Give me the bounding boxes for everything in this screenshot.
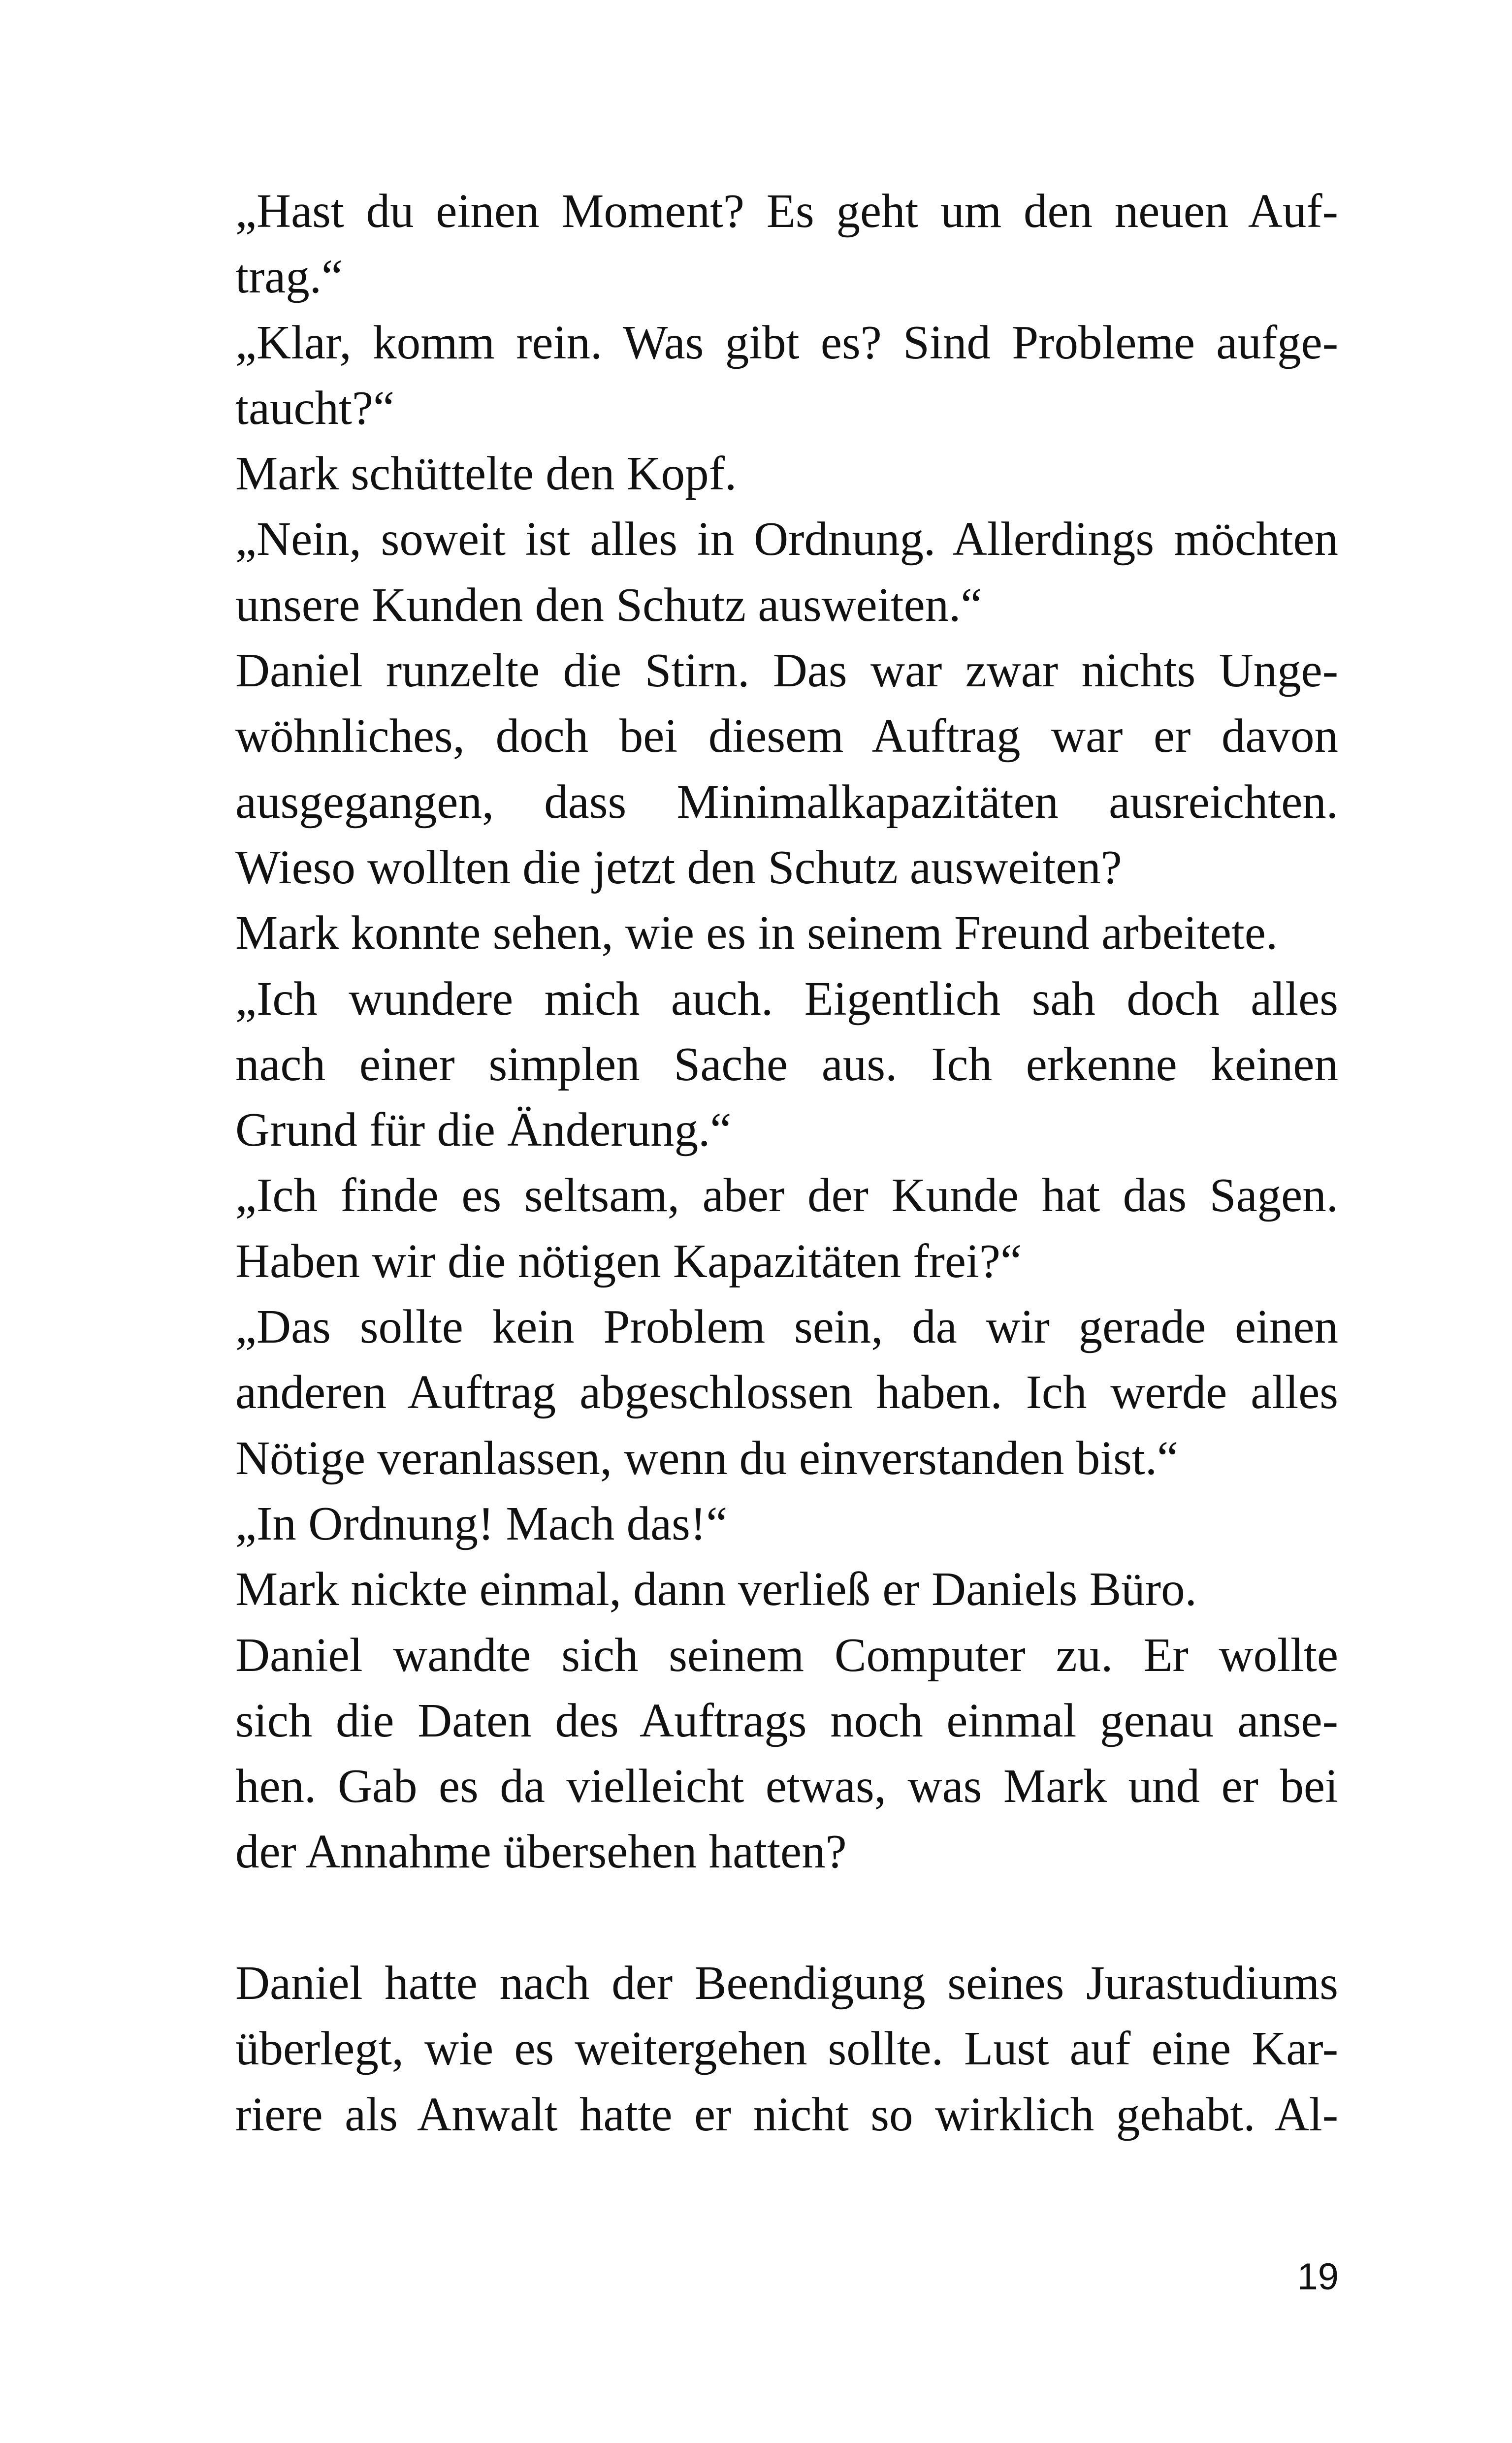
text-line: „Das sollte kein Problem sein, da wir gerade einen [235, 1300, 1338, 1353]
text-line: Mark konnte sehen, wie es in seinem Freund arbeitete. [235, 906, 1278, 960]
text-line: der Annahme übersehen hatten? [235, 1825, 847, 1878]
paragraph-gap [235, 1885, 1338, 1950]
text-line: taucht?“ [235, 381, 395, 434]
text-line: „Klar, komm rein. Was gibt es? Sind Probleme aufge- [235, 316, 1338, 369]
text-line: Nötige veranlassen, wenn du einverstanden bist.“ [235, 1431, 1179, 1484]
text-line: Daniel hatte nach der Beendigung seines Jurastudiums [235, 1957, 1338, 2010]
text-line: Mark nickte einmal, dann verließ er Daniels Büro. [235, 1563, 1197, 1616]
text-line: „Ich finde es seltsam, aber der Kunde hat das Sagen. [235, 1169, 1338, 1222]
text-line: wöhnliches, doch bei diesem Auftrag war er davon [235, 709, 1338, 763]
text-line: riere als Anwalt hatte er nicht so wirklich gehabt. Al- [235, 2088, 1338, 2141]
text-line: hen. Gab es da vielleicht etwas, was Mark und er bei [235, 1760, 1338, 1813]
text-line: ausgegangen, dass Minimalkapazitäten ausreichten. [235, 775, 1338, 828]
text-line: anderen Auftrag abgeschlossen haben. Ich werde alles [235, 1366, 1338, 1419]
text-line: Haben wir die nötigen Kapazitäten frei?“ [235, 1234, 1022, 1287]
text-line: nach einer simplen Sache aus. Ich erkenne keinen [235, 1037, 1338, 1091]
text-line: „Nein, soweit ist alles in Ordnung. Allerdings möchten [235, 513, 1338, 566]
text-line: unsere Kunden den Schutz ausweiten.“ [235, 578, 982, 631]
text-line: Mark schüttelte den Kopf. [235, 447, 737, 500]
body-text [235, 178, 1338, 2147]
text-line: Wieso wollten die jetzt den Schutz ausweiten? [235, 840, 1122, 894]
text-line: überlegt, wie es weitergehen sollte. Lust auf eine Kar- [235, 2022, 1338, 2075]
text-line: „In Ordnung! Mach das!“ [235, 1497, 728, 1550]
text-line: „Ich wundere mich auch. Eigentlich sah doch alles [235, 972, 1338, 1025]
text-line: Daniel wandte sich seinem Computer zu. Er wollte [235, 1628, 1338, 1681]
text-line: „Hast du einen Moment? Es geht um den neuen Auf- [235, 185, 1338, 237]
text-line: Grund für die Änderung.“ [235, 1103, 732, 1157]
text-line: trag.“ [235, 250, 343, 303]
text-line: sich die Daten des Auftrags noch einmal genau anse- [235, 1694, 1338, 1747]
text-line: Daniel runzelte die Stirn. Das war zwar nichts Unge- [235, 644, 1338, 697]
page-number: 19 [1297, 2256, 1339, 2298]
